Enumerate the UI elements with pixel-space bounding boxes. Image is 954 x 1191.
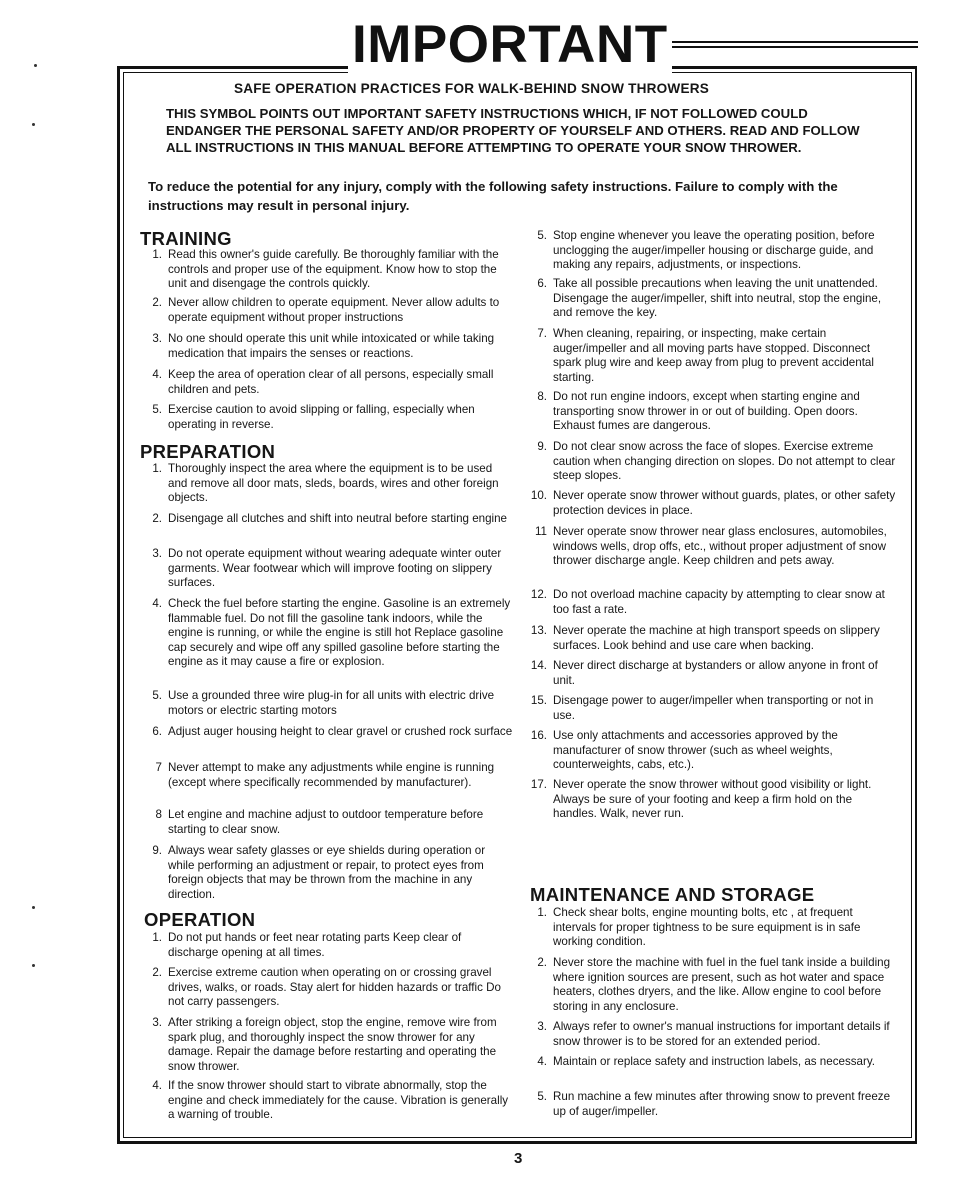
safety-warning-text: THIS SYMBOL POINTS OUT IMPORTANT SAFETY INSTRUCTIONS WHICH, IF NOT FOLLOWED COULD ENDANGER THE PERSONAL SAFETY AND/OR PROPERTY OF YOURSELF AND OTHERS. READ AND FOLLOW ALL INSTRUCTIONS IN THIS MANUAL BEFORE ATTEMPTING TO OPERATE YOUR SNOW THROWER. (166, 106, 860, 155)
scan-speck (32, 906, 35, 909)
page-title: IMPORTANT (348, 13, 672, 77)
scan-speck (32, 123, 35, 126)
intro-text: To reduce the potential for any injury, comply with the following safety instructions. Failure to comply with the instructions may result in personal injury. (148, 179, 838, 213)
preparation-heading: PREPARATION (140, 441, 276, 462)
section-subtitle: SAFE OPERATION PRACTICES FOR WALK-BEHIND SNOW THROWERS (234, 81, 709, 96)
maintenance-heading: MAINTENANCE AND STORAGE (530, 884, 815, 905)
training-heading: TRAINING (140, 228, 232, 249)
title-rule-right (660, 41, 918, 48)
scan-speck (32, 964, 35, 967)
scan-speck (34, 64, 37, 67)
page-number: 3 (514, 1150, 523, 1167)
operation-heading: OPERATION (144, 909, 256, 930)
